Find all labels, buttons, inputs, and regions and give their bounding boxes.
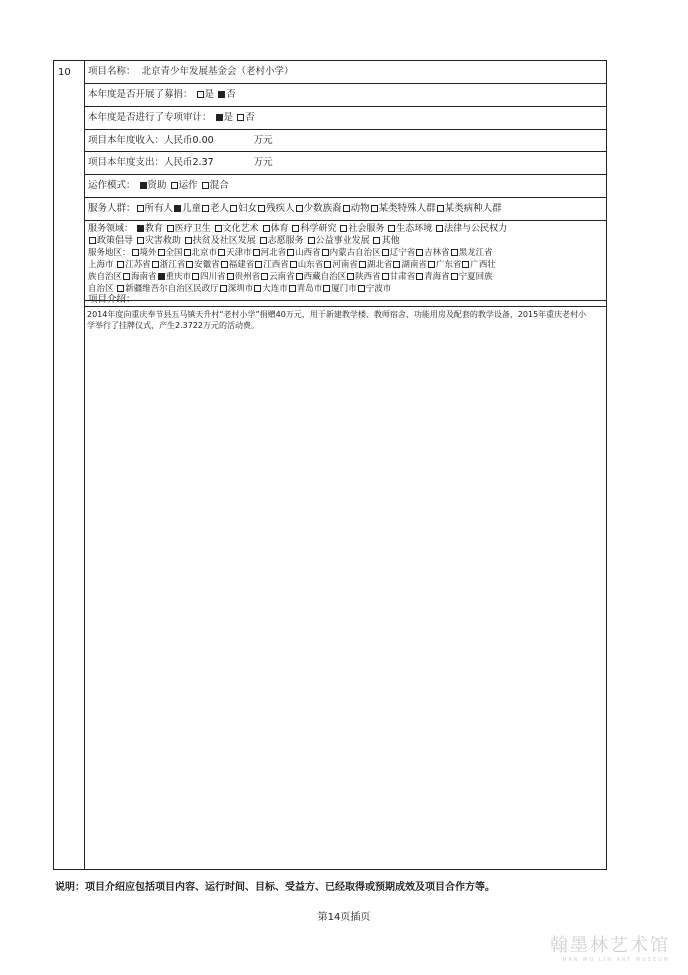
field-label: 公益事业发展 <box>315 236 370 246</box>
income-label: 项目本年度收入：人民币0.00 <box>88 135 214 146</box>
field-label: 扶贫及社区发展 <box>192 236 256 246</box>
intro-text: 2014年度向重庆奉节县五马镇天升村“老村小学”捐赠40万元，用于新建教学楼、教师宿舍、功能用房及配套的教学设备，2015年重庆老村小学举行了挂牌仪式，产生2.3722万元的活动费。 <box>87 310 587 330</box>
field-checkbox[interactable] <box>388 225 395 232</box>
region-label: 西藏自治区 <box>303 272 347 282</box>
region-checkbox[interactable] <box>152 261 159 268</box>
field-label: 政策倡导 <box>97 236 134 246</box>
region-checkbox[interactable] <box>287 249 294 256</box>
group-label: 某类病种人群 <box>444 203 502 214</box>
watermark-en: HAN MO LIN ART MUSEUM <box>562 957 670 963</box>
field-label: 法律与公民权力 <box>444 224 508 234</box>
expense-label: 项目本年度支出：人民币2.37 <box>88 157 214 168</box>
region-checkbox[interactable] <box>359 261 366 268</box>
audit-row <box>85 107 606 130</box>
region-checkbox[interactable] <box>123 273 130 280</box>
region-checkbox[interactable] <box>117 261 124 268</box>
field-checkbox[interactable] <box>185 237 192 244</box>
region-label: 湖南省 <box>401 260 427 270</box>
region-label: 云南省 <box>269 272 295 282</box>
audit-yes-checkbox[interactable] <box>216 114 223 121</box>
operation-grant-checkbox[interactable] <box>140 182 147 189</box>
region-checkbox[interactable] <box>254 285 261 292</box>
income-unit: 万元 <box>253 135 273 146</box>
expense-row <box>85 152 606 175</box>
project-name-value: 北京青少年发展基金会（老村小学） <box>141 66 294 77</box>
service-regions-line-3 <box>88 271 606 283</box>
fundraising-yes-label: 是 <box>204 89 215 100</box>
project-name-label: 项目名称： <box>88 66 136 77</box>
footnote: 说明：项目介绍应包括项目内容、运行时间、目标、受益方、已经取得或预期成效及项目合作方等。 <box>55 882 495 893</box>
region-checkbox[interactable] <box>117 285 124 292</box>
region-label: 福建省 <box>228 260 255 270</box>
group-label: 儿童 <box>182 203 202 214</box>
project-form-table <box>53 60 607 870</box>
row-number-cell <box>54 61 85 869</box>
project-name-row <box>85 61 606 84</box>
field-label: 体育 <box>270 224 289 234</box>
operation-operate-checkbox[interactable] <box>171 182 178 189</box>
region-label: 广西壮 <box>470 260 496 270</box>
region-label: 吉林省 <box>424 248 450 258</box>
region-label: 上海市 <box>88 260 114 270</box>
region-checkbox[interactable] <box>358 285 365 292</box>
region-label: 青岛市 <box>296 284 323 294</box>
fundraising-label: 本年度是否开展了募捐： <box>88 89 193 100</box>
field-label: 社会服务 <box>348 224 385 234</box>
region-checkbox[interactable] <box>186 261 193 268</box>
region-checkbox[interactable] <box>382 273 389 280</box>
audit-no-label: 否 <box>245 112 255 123</box>
region-label: 新疆维吾尔自治区民政厅 <box>125 284 219 294</box>
field-label: 教育 <box>144 224 163 234</box>
region-label: 陕西省 <box>355 272 381 282</box>
region-checkbox[interactable] <box>220 285 227 292</box>
region-checkbox[interactable] <box>255 261 262 268</box>
region-label: 重庆市 <box>165 272 192 282</box>
region-checkbox[interactable] <box>290 261 297 268</box>
region-label: 宁波市 <box>365 284 392 294</box>
region-label: 山东省 <box>297 260 324 270</box>
region-checkbox[interactable] <box>132 249 139 256</box>
region-label: 广东省 <box>435 260 462 270</box>
region-checkbox[interactable] <box>323 285 330 292</box>
group-label: 残疾人 <box>266 203 295 214</box>
region-label: 辽宁省 <box>389 248 416 258</box>
region-label: 河北省 <box>260 248 287 258</box>
region-label: 黑龙江省 <box>458 248 493 258</box>
group-everyone-checkbox[interactable] <box>137 205 144 212</box>
audit-label: 本年度是否进行了专项审计： <box>88 112 212 123</box>
service-regions-line-2 <box>88 259 606 271</box>
field-checkbox[interactable] <box>89 237 96 244</box>
region-checkbox[interactable] <box>393 261 400 268</box>
region-label: 江苏省 <box>125 260 151 270</box>
field-label: 生态环境 <box>396 224 433 234</box>
fundraising-no-label: 否 <box>226 89 236 100</box>
group-disease-checkbox[interactable] <box>437 205 444 212</box>
row-number: 10 <box>58 67 71 78</box>
service-groups-row <box>85 198 606 221</box>
region-checkbox[interactable] <box>184 249 191 256</box>
region-checkbox[interactable] <box>261 273 268 280</box>
intro-label-row <box>85 293 606 307</box>
region-checkbox[interactable] <box>253 249 260 256</box>
region-label: 河南省 <box>332 260 358 270</box>
region-label: 北京市 <box>191 248 218 258</box>
region-checkbox[interactable] <box>289 285 296 292</box>
field-label: 灾害救助 <box>144 236 181 246</box>
group-special-checkbox[interactable] <box>371 205 378 212</box>
field-checkbox[interactable] <box>373 237 380 244</box>
group-women-checkbox[interactable] <box>230 205 237 212</box>
region-label: 甘肃省 <box>389 272 416 282</box>
service-regions-line-1 <box>88 247 606 259</box>
watermark-cn: 翰墨林艺术馆 <box>550 935 670 956</box>
region-checkbox[interactable] <box>227 273 234 280</box>
operation-mixed-checkbox[interactable] <box>202 182 209 189</box>
region-label: 自治区 <box>88 284 114 294</box>
region-checkbox[interactable] <box>416 273 423 280</box>
region-label: 深圳市 <box>227 284 254 294</box>
fundraising-row <box>85 84 606 107</box>
field-label: 其他 <box>381 236 400 246</box>
audit-no-checkbox[interactable] <box>237 114 244 121</box>
field-checkbox[interactable] <box>436 225 443 232</box>
region-label: 海南省 <box>131 272 157 282</box>
region-checkbox[interactable] <box>192 273 199 280</box>
group-label: 妇女 <box>238 203 258 214</box>
region-label: 四川省 <box>200 272 226 282</box>
group-label: 少数族裔 <box>303 203 342 214</box>
region-label: 青海省 <box>424 272 450 282</box>
group-disabled-checkbox[interactable] <box>258 205 265 212</box>
intro-label: 项目介绍： <box>88 294 136 305</box>
group-elderly-checkbox[interactable] <box>202 205 209 212</box>
region-label: 境外 <box>139 248 157 258</box>
page-number: 第14页插页 <box>317 912 371 923</box>
field-checkbox[interactable] <box>308 237 315 244</box>
region-checkbox[interactable] <box>428 261 435 268</box>
service-fields-regions-cell <box>85 221 606 301</box>
service-groups-label: 服务人群： <box>88 203 136 214</box>
fundraising-no-checkbox[interactable] <box>218 91 225 98</box>
watermark <box>550 931 670 963</box>
service-regions-label: 服务地区： <box>88 248 131 258</box>
field-checkbox[interactable] <box>263 225 270 232</box>
group-minorities-checkbox[interactable] <box>296 205 303 212</box>
region-label: 江西省 <box>263 260 289 270</box>
region-label: 浙江省 <box>159 260 186 270</box>
group-label: 动物 <box>350 203 370 214</box>
field-checkbox[interactable] <box>137 225 144 232</box>
group-label: 所有人 <box>144 203 174 214</box>
region-checkbox[interactable] <box>416 249 423 256</box>
service-fields-line-2 <box>88 235 606 247</box>
field-checkbox[interactable] <box>137 237 144 244</box>
region-label: 厦门市 <box>331 284 357 294</box>
field-checkbox[interactable] <box>340 225 347 232</box>
field-checkbox[interactable] <box>292 225 299 232</box>
region-label: 全国 <box>165 248 183 258</box>
expense-unit: 万元 <box>253 157 273 168</box>
region-label: 内蒙古自治区 <box>329 248 381 258</box>
region-chongqing-checkbox[interactable] <box>158 273 165 280</box>
audit-yes-label: 是 <box>223 112 234 123</box>
region-label: 族自治区 <box>88 272 123 282</box>
income-row <box>85 130 606 152</box>
region-checkbox[interactable] <box>382 249 389 256</box>
region-label: 宁夏回族 <box>458 272 493 282</box>
region-checkbox[interactable] <box>324 261 331 268</box>
region-label: 天津市 <box>226 248 252 258</box>
field-label: 医疗卫生 <box>174 224 211 234</box>
region-checkbox[interactable] <box>347 273 354 280</box>
field-checkbox[interactable] <box>167 225 174 232</box>
region-checkbox[interactable] <box>451 249 458 256</box>
field-label: 文化艺术 <box>222 224 259 234</box>
region-label: 大连市 <box>262 284 288 294</box>
field-checkbox[interactable] <box>215 225 222 232</box>
region-label: 山西省 <box>295 248 321 258</box>
group-children-checkbox[interactable] <box>174 205 181 212</box>
region-checkbox[interactable] <box>322 249 329 256</box>
region-checkbox[interactable] <box>158 249 165 256</box>
field-label: 科学研究 <box>300 224 337 234</box>
region-checkbox[interactable] <box>462 261 469 268</box>
field-label: 志愿服务 <box>267 236 304 246</box>
service-fields-line-1 <box>88 223 606 235</box>
region-checkbox[interactable] <box>218 249 225 256</box>
fundraising-yes-checkbox[interactable] <box>197 91 204 98</box>
field-checkbox[interactable] <box>260 237 267 244</box>
region-label: 湖北省 <box>366 260 393 270</box>
operation-grant-label: 资助 <box>147 180 167 191</box>
region-checkbox[interactable] <box>451 273 458 280</box>
region-label: 安徽省 <box>194 260 220 270</box>
group-label: 老人 <box>210 203 230 214</box>
operation-operate-label: 运作 <box>178 180 198 191</box>
group-animals-checkbox[interactable] <box>343 205 350 212</box>
service-fields-label: 服务领域： <box>88 224 134 234</box>
region-checkbox[interactable] <box>221 261 228 268</box>
operation-mixed-label: 混合 <box>209 180 229 191</box>
region-label: 贵州省 <box>234 272 261 282</box>
operation-row <box>85 175 606 198</box>
group-label: 某类特殊人群 <box>378 203 436 214</box>
operation-label: 运作模式： <box>88 180 136 191</box>
region-checkbox[interactable] <box>296 273 303 280</box>
